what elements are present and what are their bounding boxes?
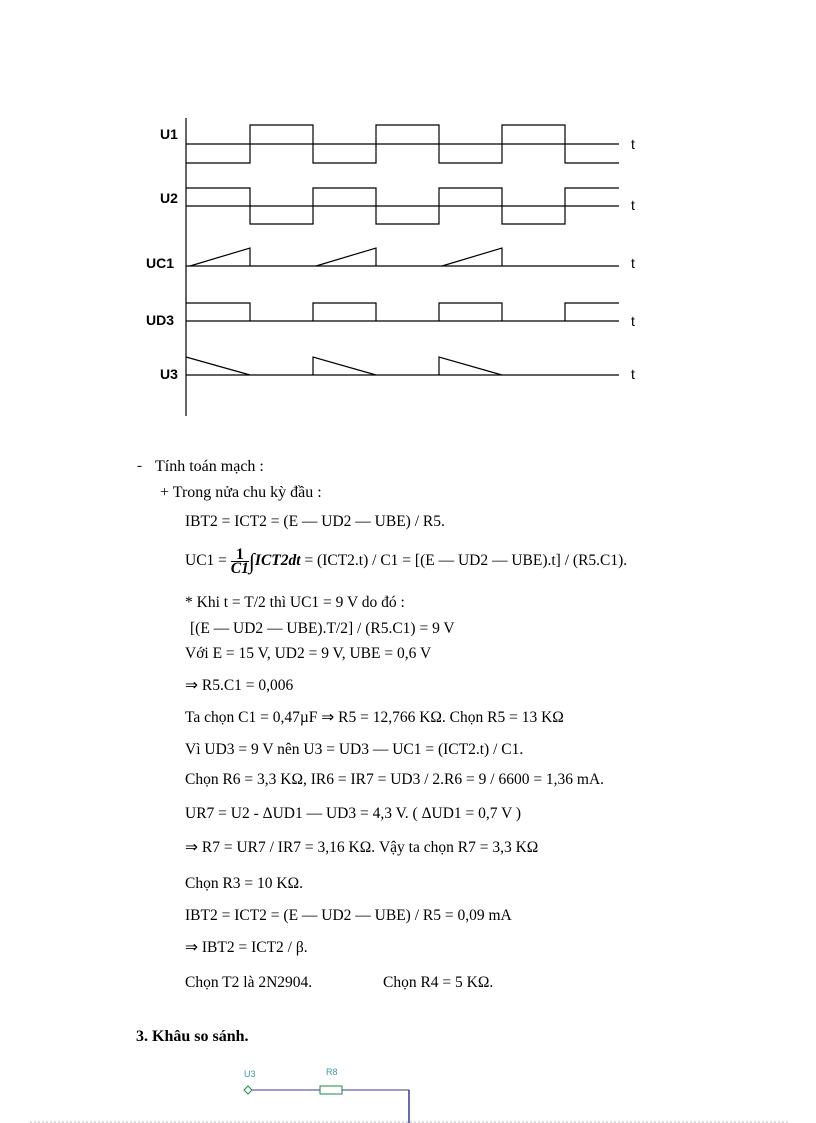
uc1-ramp-3 bbox=[442, 248, 502, 266]
section-title: Tính toán mạch : bbox=[155, 458, 264, 475]
formula-line-2 bbox=[185, 548, 627, 575]
formula-fraction bbox=[231, 548, 249, 575]
waveform-label-uc1: UC1 bbox=[146, 255, 175, 271]
formula-line-14: ⇒ IBT2 = ICT2 / β. bbox=[185, 939, 308, 956]
section-subtitle: + Trong nửa chu kỳ đầu : bbox=[160, 484, 322, 501]
formula-uc1-left: UC1 = bbox=[185, 552, 227, 570]
section-heading: 3. Khâu so sánh. bbox=[136, 1028, 249, 1045]
ud3-pulse-1 bbox=[186, 303, 250, 321]
time-axis-label-u1: t bbox=[631, 136, 635, 152]
ud3-pulse-4 bbox=[565, 303, 619, 321]
formula-line-15a: Chọn T2 là 2N2904. bbox=[185, 974, 313, 991]
u3-terminal bbox=[244, 1086, 252, 1094]
u3-ramp-3 bbox=[439, 357, 502, 375]
bullet-dash: - bbox=[137, 458, 142, 474]
formula-line-10: UR7 = U2 - ΔUD1 — UD3 = 4,3 V. ( ΔUD1 = 0,7 V ) bbox=[185, 805, 522, 822]
waveform-label-u3: U3 bbox=[160, 366, 178, 382]
formula-line-11: ⇒ R7 = UR7 / IR7 = 3,16 KΩ. Vậy ta chọn R7 = 3,3 KΩ bbox=[185, 839, 539, 856]
u3-ramp-1 bbox=[186, 357, 250, 375]
circuit-drawing bbox=[0, 1060, 816, 1123]
integral-icon: ∫ bbox=[248, 548, 255, 574]
formula-line-3: * Khi t = T/2 thì UC1 = 9 V do đó : bbox=[185, 594, 405, 611]
formula-line-1: IBT2 = ICT2 = (E — UD2 — UBE) / R5. bbox=[185, 513, 445, 530]
waveform-plot bbox=[0, 0, 816, 430]
time-axis-label-u2: t bbox=[631, 197, 635, 213]
ud3-pulse-2 bbox=[313, 303, 376, 321]
time-axis-label-u3: t bbox=[631, 366, 635, 382]
formula-line-12: Chọn R3 = 10 KΩ. bbox=[185, 875, 304, 892]
waveform-label-ud3: UD3 bbox=[146, 312, 175, 328]
formula-line-7: Ta chọn C1 = 0,47µF ⇒ R5 = 12,766 KΩ. Chọn R5 = 13 KΩ bbox=[185, 709, 564, 726]
waveform-label-u2: U2 bbox=[160, 190, 178, 206]
waveform-label-u1: U1 bbox=[160, 126, 178, 142]
fraction-denominator: C1 bbox=[230, 560, 249, 577]
formula-line-15b: Chọn R4 = 5 KΩ. bbox=[383, 974, 494, 991]
formula-integrand: ICT2dt bbox=[254, 552, 301, 570]
formula-line-8: Vì UD3 = 9 V nên U3 = UD3 — UC1 = (ICT2.t) / C1. bbox=[185, 741, 524, 758]
uc1-ramp-1 bbox=[190, 248, 250, 266]
circuit-label-u3: U3 bbox=[244, 1069, 256, 1079]
formula-line-9: Chọn R6 = 3,3 KΩ, IR6 = IR7 = UD3 / 2.R6 = 9 / 6600 = 1,36 mA. bbox=[185, 771, 605, 788]
formula-line-6: ⇒ R5.C1 = 0,006 bbox=[185, 677, 294, 694]
formula-uc1-right: = (ICT2.t) / C1 = [(E — UD2 — UBE).t] / (R5.C1). bbox=[304, 552, 628, 570]
formula-line-4: [(E — UD2 — UBE).T/2] / (R5.C1) = 9 V bbox=[190, 620, 455, 637]
ud3-pulse-3 bbox=[439, 303, 502, 321]
u3-ramp-2 bbox=[313, 357, 376, 375]
fraction-numerator: 1 bbox=[231, 548, 249, 562]
circuit-label-r8: R8 bbox=[326, 1067, 338, 1077]
time-axis-label-uc1: t bbox=[631, 255, 635, 271]
formula-line-5: Với E = 15 V, UD2 = 9 V, UBE = 0,6 V bbox=[185, 645, 432, 662]
formula-line-13: IBT2 = ICT2 = (E — UD2 — UBE) / R5 = 0,09 mA bbox=[185, 907, 512, 924]
uc1-ramp-2 bbox=[316, 248, 376, 266]
time-axis-label-ud3: t bbox=[631, 313, 635, 329]
resistor-r8 bbox=[320, 1086, 342, 1094]
